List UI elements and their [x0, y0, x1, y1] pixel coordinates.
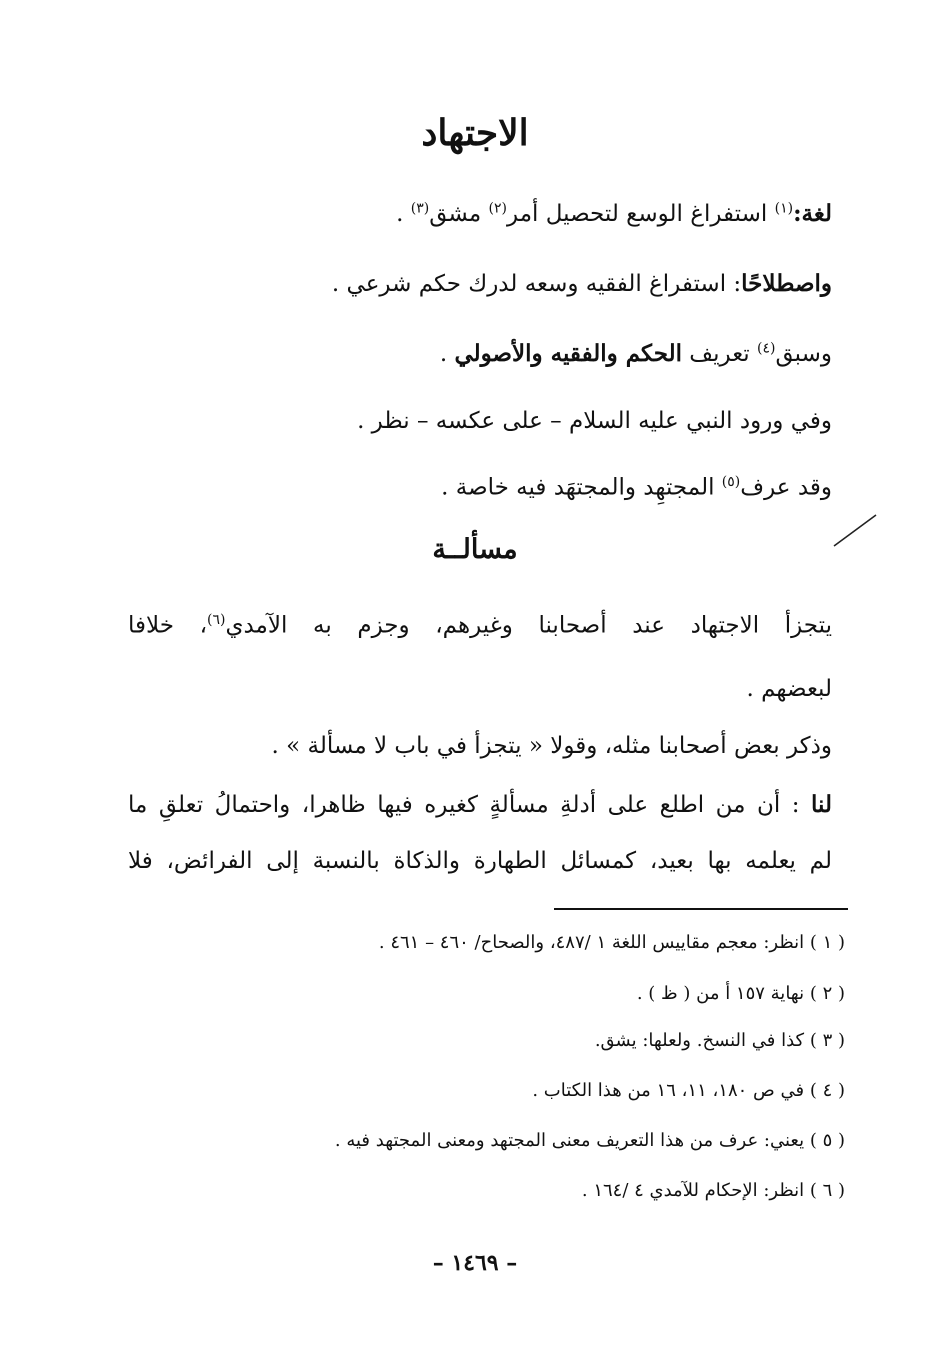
p1-line2: لبعضهم .	[746, 676, 832, 702]
footnote-5: ( ٥ ) يعني: عرف من هذا التعريف معنى المجتهد ومعنى المجتهد فيه .	[334, 1130, 845, 1151]
footnote-ref-1: (١)	[774, 200, 794, 217]
prev-terms: الحكم والفقيه والأصولي	[454, 340, 682, 367]
prophet-line	[357, 408, 832, 434]
mujtahid-line	[441, 474, 832, 501]
prev-text-2: تعريف	[681, 341, 758, 367]
technical-label: واصطلاحًا	[741, 270, 832, 297]
footnote-ref-4: (٤)	[757, 340, 776, 357]
p1-text: يتجزأ الاجتهاد عند أصحابنا وغيرهم، وجزم به الآمدي	[225, 612, 832, 639]
prophet-text: وفي ورود النبي عليه السلام – على عكسه – نظر .	[357, 408, 832, 434]
definition-lexical-line	[396, 200, 832, 227]
paragraph-1-line-1	[128, 612, 832, 639]
previous-definitions-line	[440, 340, 832, 367]
footnote-1: ( ١ ) انظر: معجم مقاييس اللغة ١ /٤٨٧، والصحاح/ ٤٦٠ – ٤٦١ .	[378, 932, 845, 953]
definition-technical-line	[332, 270, 832, 297]
footnote-4: ( ٤ ) في ص ١٨٠، ١١، ١٦ من هذا الكتاب .	[532, 1080, 845, 1101]
paragraph-3-line-1	[128, 791, 832, 818]
page-title: الاجتهاد	[421, 112, 529, 154]
footnote-2: ( ٢ ) نهاية ١٥٧ أ من ( ظ ) .	[636, 983, 845, 1004]
paragraph-2	[271, 733, 832, 759]
p3-label: لنا	[811, 791, 832, 818]
footnote-ref-3: (٣)	[410, 200, 430, 217]
paragraph-3-line-2	[128, 848, 832, 874]
footnote-6: ( ٦ ) انظر: الإحكام للآمدي ٤ /١٦٤ .	[581, 1180, 845, 1201]
footnote-3: ( ٣ ) كذا في النسخ. ولعلها: يشق.	[594, 1030, 845, 1051]
mujtahid-text-2: المجتهِد والمجتهَد فيه خاصة .	[441, 474, 722, 501]
footnote-separator	[554, 908, 848, 910]
prev-end: .	[439, 341, 455, 367]
footnote-ref-6: (٦)	[207, 612, 226, 628]
footnote-ref-2: (٢)	[488, 200, 508, 217]
p3-line2: لم يعلمه بها بعيد، كمسائل الطهارة والذكاة بالنسبة إلى الفرائض، فلا	[128, 848, 832, 874]
mujtahid-text: وقد عرف	[740, 474, 832, 501]
lexical-label: لغة:	[793, 200, 832, 227]
page-number: – ١٤٦٩ –	[432, 1250, 518, 1276]
p3-text: : أن من اطلع على أدلةِ مسألةٍ كغيره فيها ظاهرا، واحتمالُ تعلقِ ما	[128, 792, 812, 818]
prev-text: وسبق	[775, 341, 832, 367]
technical-text: : استفراغ الفقيه وسعه لدرك حكم شرعي .	[331, 271, 742, 297]
section-title: مسألــة	[432, 534, 518, 565]
p2-text: وذكر بعض أصحابنا مثله، وقولا « يتجزأ في باب لا مسألة » .	[271, 733, 832, 759]
lexical-text: استفراغ الوسع لتحصيل أمر	[507, 201, 775, 227]
paragraph-1-line-2	[746, 676, 832, 702]
p1-text-2: ، خلافا	[128, 612, 207, 639]
lexical-end: .	[396, 201, 411, 227]
lexical-text-2: مشق	[429, 201, 489, 227]
footnote-ref-5: (٥)	[721, 474, 741, 490]
